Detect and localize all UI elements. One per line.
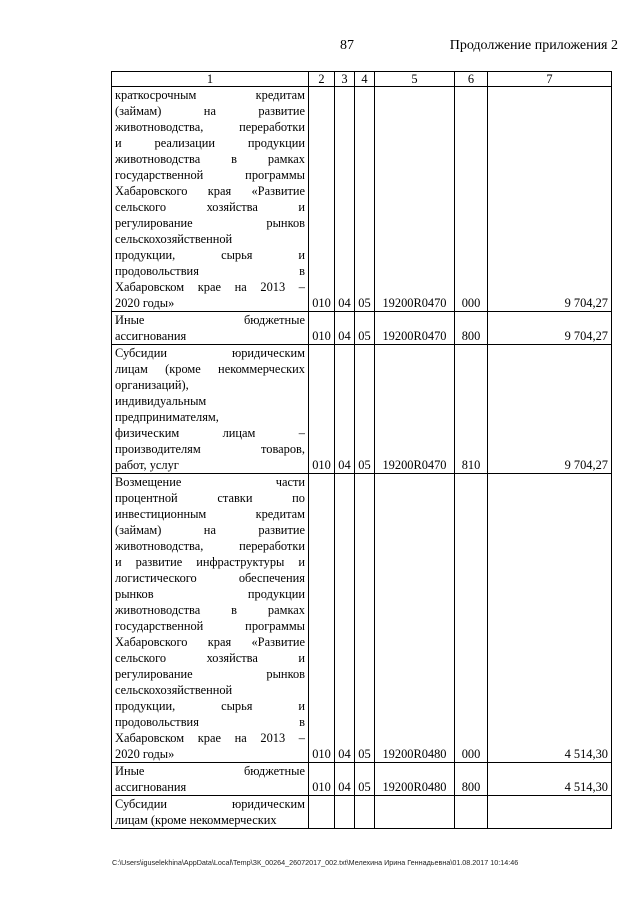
target-article-cell [375,796,455,829]
expense-name-line: животноводства, переработки [115,539,305,553]
expense-name-line: регулирование рынков [115,216,305,230]
subsection-code-cell: 05 [355,312,375,345]
expense-type-cell: 810 [455,345,488,474]
expense-name-line: животноводства в рамках [115,603,305,617]
expense-name-line: Субсидии юридическим [115,797,305,811]
subsection-code-cell [355,796,375,829]
expense-name-line: и развитие инфраструктуры и [115,555,305,569]
expense-name-line: Субсидии юридическим [115,346,305,360]
expense-name-line: сельского хозяйства и [115,651,305,665]
col-header-4: 4 [355,72,375,87]
col-header-3: 3 [335,72,355,87]
expense-name-line: индивидуальным [115,394,207,408]
col-header-6: 6 [455,72,488,87]
target-article-cell: 19200R0470 [375,87,455,312]
expense-name-line: 2020 годы» [115,296,175,310]
subsection-code-cell: 05 [355,345,375,474]
subsection-code-cell: 05 [355,87,375,312]
expense-name-line: логистического обеспечения [115,571,305,585]
amount-cell: 9 704,27 [488,87,612,312]
expense-name-line: лицам (кроме некоммерческих [115,362,305,376]
section-code-cell: 04 [335,87,355,312]
expense-name-cell [112,312,309,345]
budget-table [111,71,612,829]
col-header-7: 7 [488,72,612,87]
expense-name-cell [112,763,309,796]
ministry-code-cell: 010 [309,312,335,345]
continuation-label: Продолжение приложения 2 [449,38,618,53]
expense-name-line: Иные бюджетные [115,764,305,778]
expense-name-line: животноводства, переработки [115,120,305,134]
target-article-cell: 19200R0480 [375,763,455,796]
section-code-cell: 04 [335,345,355,474]
subsection-code-cell: 05 [355,763,375,796]
expense-name-line: производителям товаров, [115,442,305,456]
expense-name-line: ассигнования [115,780,187,794]
amount-cell: 9 704,27 [488,345,612,474]
section-code-cell: 04 [335,312,355,345]
expense-name-line: работ, услуг [115,458,179,472]
expense-name-cell [112,474,309,763]
section-code-cell: 04 [335,474,355,763]
expense-name-line: продовольствия в [115,264,305,278]
ministry-code-cell: 010 [309,345,335,474]
expense-name-line: Иные бюджетные [115,313,305,327]
expense-name-line: инвестиционным кредитам [115,507,305,521]
expense-name-line: Хабаровском крае на 2013 – [115,280,305,294]
target-article-cell: 19200R0470 [375,345,455,474]
expense-name-line: продукции, сырья и [115,248,305,262]
expense-name-line: Хабаровского края «Развитие [115,184,305,198]
amount-cell: 4 514,30 [488,474,612,763]
expense-name-line: сельского хозяйства и [115,200,305,214]
expense-type-cell: 800 [455,763,488,796]
expense-name-line: продовольствия в [115,715,305,729]
expense-name-line: предпринимателям, [115,410,219,424]
expense-name-line: и реализации продукции [115,136,305,150]
expense-name-line: продукции, сырья и [115,699,305,713]
expense-name-line: рынков продукции [115,587,305,601]
expense-type-cell: 800 [455,312,488,345]
expense-name-line: краткосрочным кредитам [115,88,305,102]
expense-name-line: животноводства в рамках [115,152,305,166]
expense-name-line: (займам) на развитие [115,104,305,118]
expense-type-cell: 000 [455,474,488,763]
expense-type-cell [455,796,488,829]
expense-type-cell: 000 [455,87,488,312]
expense-name-line: лицам (кроме некоммерческих [115,813,277,827]
expense-name-line: организаций), [115,378,189,392]
expense-name-line: государственной программы [115,619,305,633]
ministry-code-cell: 010 [309,87,335,312]
expense-name-line: регулирование рынков [115,667,305,681]
expense-name-line: Хабаровского края «Развитие [115,635,305,649]
table-row [112,87,612,312]
col-header-1: 1 [112,72,309,87]
section-code-cell [335,796,355,829]
amount-cell [488,796,612,829]
table-row [112,763,612,796]
target-article-cell: 19200R0470 [375,312,455,345]
col-header-5: 5 [375,72,455,87]
expense-name-cell [112,796,309,829]
expense-name-cell [112,87,309,312]
amount-cell: 4 514,30 [488,763,612,796]
table-row [112,312,612,345]
ministry-code-cell [309,796,335,829]
subsection-code-cell: 05 [355,474,375,763]
ministry-code-cell: 010 [309,763,335,796]
expense-name-line: государственной программы [115,168,305,182]
expense-name-line: 2020 годы» [115,747,175,761]
expense-name-line: Возмещение части [115,475,305,489]
table-row [112,796,612,829]
file-path-footer: C:\Users\iguselekhina\AppData\Local\Temp\ЗК_00264_26072017_002.txt\Мелехина Ирина Геннадьевна\01.08.2017 10:14:46 [112,858,519,867]
expense-name-line: ассигнования [115,329,187,343]
table-row [112,345,612,474]
amount-cell: 9 704,27 [488,312,612,345]
ministry-code-cell: 010 [309,474,335,763]
header-row [112,72,612,87]
section-code-cell: 04 [335,763,355,796]
page-number: 87 [340,38,354,53]
expense-name-line: сельскохозяйственной [115,683,233,697]
expense-name-line: Хабаровском крае на 2013 – [115,731,305,745]
expense-name-line: (займам) на развитие [115,523,305,537]
expense-name-cell [112,345,309,474]
target-article-cell: 19200R0480 [375,474,455,763]
expense-name-line: физическим лицам – [115,426,305,440]
expense-name-line: сельскохозяйственной [115,232,233,246]
table-row [112,474,612,763]
col-header-2: 2 [309,72,335,87]
expense-name-line: процентной ставки по [115,491,305,505]
